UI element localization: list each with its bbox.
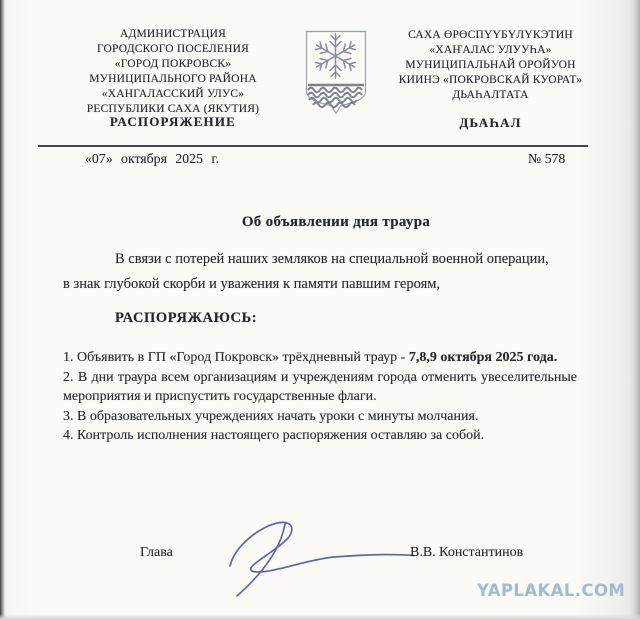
org-name-russian bbox=[68, 27, 278, 117]
org-name-line: «ГОРОД ПОКРОВСК» bbox=[114, 58, 232, 70]
order-item-text: 1. Объявить в ГП «Город Покровск» трёхдневный траур - bbox=[63, 350, 409, 365]
org-name-line: ГОРОДСКОГО ПОСЕЛЕНИЯ bbox=[96, 43, 250, 55]
preamble-line: в знак глубокой скорби и уважения к памяти павшим героям, bbox=[63, 276, 441, 292]
snowflake-icon bbox=[314, 34, 358, 78]
signature-name: В.В. Константинов bbox=[410, 545, 524, 560]
document-title: Об объявлении дня траура bbox=[241, 214, 431, 230]
org-name-line: МУНИЦИПАЛЬНОГО РАЙОНА bbox=[89, 73, 257, 85]
order-item-bold-text: 7,8,9 октября 2025 года. bbox=[408, 350, 558, 365]
order-item bbox=[63, 426, 577, 446]
org-name-line: ДЬАҺАЛТАТА bbox=[452, 89, 529, 101]
signature-autograph bbox=[222, 516, 427, 604]
scan-edge-bottom bbox=[0, 614, 640, 619]
org-name-line: «ХАҤАЛАС УЛУУҺА» bbox=[429, 44, 552, 56]
org-name-line: «ХАНГАЛАССКИЙ УЛУС» bbox=[101, 88, 245, 100]
watermark-text: YAPLAKAL.COM bbox=[477, 581, 626, 600]
waves-icon bbox=[308, 85, 364, 107]
order-item bbox=[63, 368, 577, 407]
coat-of-arms-emblem bbox=[304, 29, 368, 116]
preamble bbox=[63, 247, 577, 297]
doc-type-yakut: ДЬАҺАЛ bbox=[459, 115, 522, 130]
order-item bbox=[63, 348, 577, 368]
doc-type-russian: РАСПОРЯЖЕНИЕ bbox=[109, 114, 237, 129]
org-name-line: АДМИНИСТРАЦИЯ bbox=[119, 28, 227, 40]
scan-edge-right bbox=[631, 0, 640, 619]
order-item-text: 3. В образовательных учреждениях начать уроки с минуты молчания. bbox=[63, 408, 479, 424]
org-name-line: МУНИЦИПАЛЬНАЙ ОРОЙУОН bbox=[405, 59, 576, 71]
org-name-line: КИИНЭ «ПОКРОВСКАЙ КУОРАТ» bbox=[398, 74, 583, 86]
scan-edge-left bbox=[0, 0, 6, 619]
order-item bbox=[63, 407, 577, 427]
org-name-yakut bbox=[398, 28, 583, 103]
document-number: № 578 bbox=[528, 151, 566, 166]
header-separator-line bbox=[38, 145, 588, 147]
preamble-line: В связи с потерей наших земляков на специальной военной операции, bbox=[115, 251, 549, 267]
order-item-text: 4. Контроль исполнения настоящего распоряжения оставляю за собой. bbox=[63, 428, 485, 444]
order-items bbox=[63, 348, 577, 446]
order-item-text: 2. В дни траура всем организациям и учреждениям города отменить увеселительные мероприятия и приспустить государственные флаги. bbox=[63, 369, 577, 405]
org-name-line: САХА ӨРӨСПҮҮБҮЛҮКЭТИН bbox=[408, 29, 573, 41]
org-name-line: РЕСПУБЛИКИ САХА (ЯКУТИЯ) bbox=[86, 103, 260, 115]
order-word: РАСПОРЯЖАЮСЬ: bbox=[115, 310, 258, 326]
document-date: «07» октября 2025 г. bbox=[85, 151, 219, 166]
signature-role: Глава bbox=[140, 545, 173, 560]
